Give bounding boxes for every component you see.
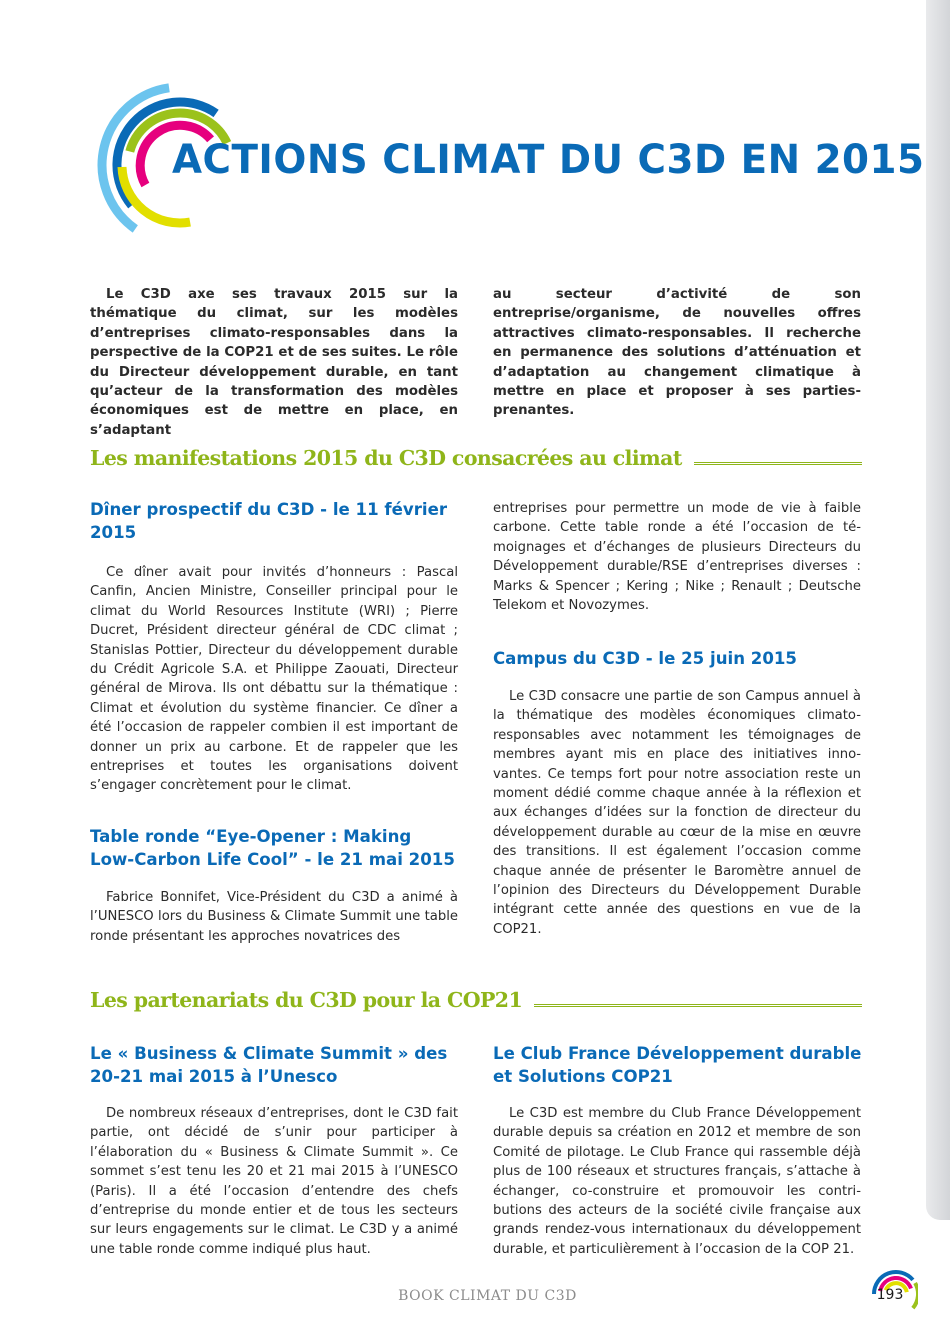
page-title: ACTIONS CLIMAT DU C3D EN 2015 [172, 137, 925, 183]
footer-book-title: BOOK CLIMAT DU C3D [398, 1288, 577, 1304]
section-heading-text: Les partenariats du C3D pour la COP21 [90, 988, 523, 1012]
page-number: 193 [876, 1287, 904, 1303]
subheading-summit: Le « Business & Climate Summit » des 20-21 mai 2015 à l’Unesco [90, 1044, 448, 1086]
paragraph-campus: Le C3D consacre une partie de son Campus annuel à la thématique des modèles économiques climato-responsables avec notamment les témoignages de membres ayant mis en place des initiatives innovantes. Ce temps fort pour notre association reste un moment dédié comme chaque année à la réflexion et aux échanges d’idées sur la fonction de directeur du développement durable au cœur de la mise en œuvre des transitions. Il est également l’occasion comme chaque année de présenter le Baromètre annuel de l’opinion des Directeurs du Développement Durable intégrant cette année des questions en vue de la COP21. [493, 689, 861, 937]
section-heading-manifestations [90, 436, 862, 470]
section-heading-partenariats [90, 978, 862, 1012]
paragraph-table-ronde: Fabrice Bonnifet, Vice-Président du C3D a animé à l’UNESCO lors du Business & Climate Summit une table ronde présentant les approches novatrices des [90, 890, 458, 944]
subheading-club-france: Le Club France Développement durable et Solutions COP21 [493, 1044, 862, 1086]
subheading-table-ronde: Table ronde “Eye-Opener : Making Low-Carbon Life Cool” - le 21 mai 2015 [90, 827, 455, 869]
paragraph-diner: Ce dîner avait pour invités d’honneurs : Pascal Canfin, Ancien Ministre, Conseiller principal pour le climat du World Resources Institute (WRI) ; Pierre Ducret, Président directeur général de CDC climat ; Stanislas Pottier, Directeur du développement durable du Crédit Agricole S.A. et Philippe Zaouati, Directeur général de Mirova. Ils ont débattu sur la thématique : Climat et évolution du système financier. Ce dîner a été l’occasion de rappeler combien il est important de donner un prix au carbone. Et de rappeler que les entreprises et toutes les organisations doivent s’engager concrètement pour le climat. [90, 565, 458, 794]
paragraph-table-ronde-continued: entreprises pour permettre un mode de vie à faible carbone. Cette table ronde a été l’occasion de témoignages et d’échanges de plusieurs Directeurs du Développement durable/RSE d’entreprises diverses : Marks & Spencer ; Kering ; Nike ; Renault ; Deutsche Telekom et Novozymes. [493, 501, 861, 614]
page-edge-tab [926, 0, 950, 1220]
intro-right-column: au secteur d’activité de son entreprise/organisme, de nouvelles offres attractives climato-responsables. Il recherche en permanence des solutions d’atténuation et d’adaptation au changement climatique à mettre en place et proposer à ses parties-prenantes. [493, 287, 861, 419]
heading-rule [694, 462, 862, 465]
paragraph-club-france: Le C3D est membre du Club France Développement durable depuis sa création en 2012 et membre de son Comité de pilotage. Le Club France qui rassemble déjà plus de 100 réseaux et structures français, s’attache à échanger, co-construire et promouvoir les contributions des acteurs de la société civile française aux grands rendez-vous internationaux du développement durable, et particulièrement à l’occasion de la COP 21. [493, 1106, 861, 1257]
paragraph-summit: De nombreux réseaux d’entreprises, dont le C3D fait partie, ont décidé de s’unir pour participer à l’élaboration du « Business & Climate Summit ». Ce sommet s’est tenu les 20 et 21 mai 2015 à l’UNESCO (Paris). Il a été l’occasion d’entendre des chefs d’entreprise du monde entier et de tous les secteurs sur leurs engagements sur le climat. Le C3D y a animé une table ronde comme indiqué plus haut. [90, 1106, 458, 1257]
heading-rule [534, 1004, 862, 1007]
subheading-campus: Campus du C3D - le 25 juin 2015 [493, 649, 797, 668]
section-heading-text: Les manifestations 2015 du C3D consacrées au climat [90, 446, 682, 470]
intro-left-column: Le C3D axe ses travaux 2015 sur la thématique du climat, sur les modèles d’entreprises climato-responsables dans la perspective de la COP21 et de ses suites. Le rôle du Directeur développement durable, en tant qu’acteur de la transformation des modèles économiques est de mettre en place, en s’adaptant [90, 287, 458, 438]
subheading-diner: Dîner prospectif du C3D - le 11 février 2015 [90, 500, 448, 542]
